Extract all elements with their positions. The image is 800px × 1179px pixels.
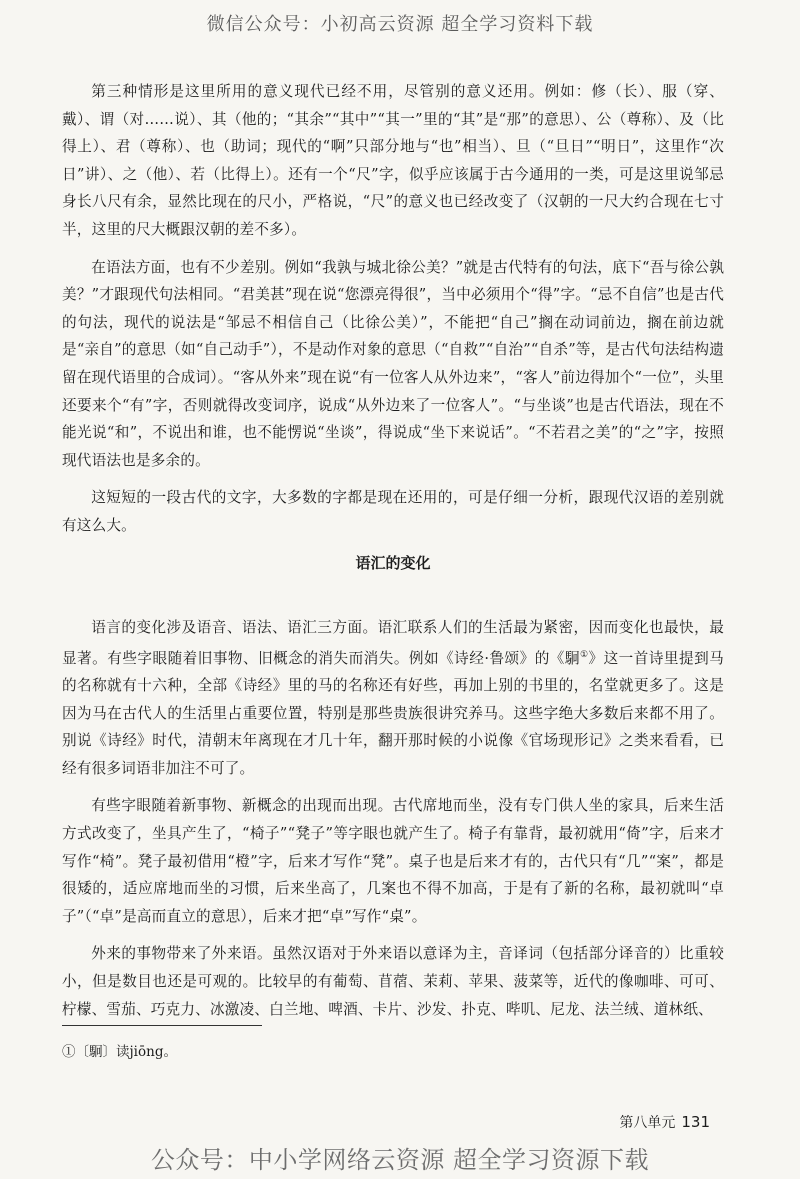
section-heading: 语汇的变化 (355, 554, 431, 572)
paragraph-grammar-differences: 在语法方面，也有不少差别。例如“我孰与城北徐公美？”就是古代特有的句法，底下“吾与徐公孰美？”才跟现代句法相同。“君美甚”现在说“您漂亮得很”，当中必须用个“得”字。“忌不自信”也是古代的句法，现代的说法是“邹忌不相信自己（比徐公美）”，不能把“自己”搁在动词前边，搁在前边就是“亲自”的意思（如“自己动手”），不是动作对象的意思（“自救”“自治”“自杀”等，是古代句法结构遗留在现代语里的合成词）。“客从外来”现在说“有一位客人从外边来”，“客人”前边得加个“一位”，头里还要来个“有”字，否则就得改变词序，说成“从外边来了一位客人”。“与坐谈”也是古代语法，现在不能光说“和”，不说出和谁，也不能愣说“坐谈”，得说成“坐下来说话”。“不若君之美”的“之”字，按照现代语法也是多余的。 (62, 258, 724, 469)
footnote: ①〔駉〕读jiōng。 (62, 1044, 177, 1060)
page-footer (619, 1112, 710, 1132)
paragraph-meaning-changes: 第三种情形是这里所用的意义现代已经不用，尽管别的意义还用。例如：修（长）、服（穿、戴）、谓（对……说）、其（他的；“其余”“其中”“其一”里的“其”是“那”的意思）、公（尊称）、及（比得上）、君（尊称）、也（助词；现代的“啊”只部分地与“也”相当）、旦（“旦日”“明日”，这里作“次日”讲）、之（他）、若（比得上）。还有一个“尺”字，似乎应该属于古今通用的一类，可是这里说邹忌身长八尺有余，显然比现在的尺小，严格说，“尺”的意义也已经改变了（汉朝的一尺大约合现在七寸半，这里的尺大概跟汉朝的差不多）。 (62, 83, 724, 238)
unit-label: 第八单元 (619, 1115, 676, 1131)
section1-body (62, 78, 724, 550)
top-watermark: 微信公众号：小初高云资源 超全学习资料下载 (206, 14, 594, 35)
page-number: 131 (681, 1113, 710, 1131)
paragraph-vocabulary-intro (62, 614, 724, 782)
vocab-text-before: 语言的变化涉及语音、语法、语汇三方面。语汇联系人们的生活最为紧密，因而变化也最快，最显著。有些字眼随着旧事物、旧概念的消失而消失。例如《诗经·鲁颂》的《駉 (62, 619, 724, 667)
vocab-text-after: 》这一首诗里提到马的名称就有十六种，全部《诗经》里的马的名称还有好些，再加上别的书里的，名堂就更多了。这是因为马在古代人的生活里占重要位置，特别是那些贵族很讲究养马。这些字绝大多数后来都不用了。别说《诗经》时代，清朝末年离现在才几十年，翻开那时候的小说像《官场现形记》之类来看看，已经有很多词语非加注不可了。 (62, 649, 724, 777)
section2-body (62, 554, 724, 1033)
footnote-divider (62, 1025, 262, 1026)
paragraph-loanwords: 外来的事物带来了外来语。虽然汉语对于外来语以意译为主，音译词（包括部分译音的）比重较小，但是数目也还是可观的。比较早的有葡萄、苜蓿、茉莉、苹果、菠菜等，近代的像咖啡、可可、柠檬、雪茄、巧克力、冰激凌、白兰地、啤酒、卡片、沙发、扑克、哔叽、尼龙、法兰绒、道林纸、 (62, 945, 724, 1018)
paragraph-summary: 这短短的一段古代的文字，大多数的字都是现在还用的，可是仔细一分析，跟现代汉语的差别就有这么大。 (62, 489, 724, 534)
paragraph-new-words: 有些字眼随着新事物、新概念的出现而出现。古代席地而坐，没有专门供人坐的家具，后来生活方式改变了，坐具产生了，“椅子”“凳子”等字眼也就产生了。椅子有靠背，最初就用“倚”字，后来才写作“椅”。凳子最初借用“橙”字，后来才写作“凳”。桌子也是后来才有的，古代只有“几”“案”，都是很矮的，适应席地而坐的习惯，后来坐高了，几案也不得不加高，于是有了新的名称，最初就叫“卓子”（“卓”是高而直立的意思），后来才把“卓”写作“桌”。 (62, 797, 724, 925)
bottom-watermark: 公众号：中小学网络云资源 超全学习资源下载 (150, 1146, 650, 1174)
footnote-marker[interactable]: ① (579, 649, 589, 660)
